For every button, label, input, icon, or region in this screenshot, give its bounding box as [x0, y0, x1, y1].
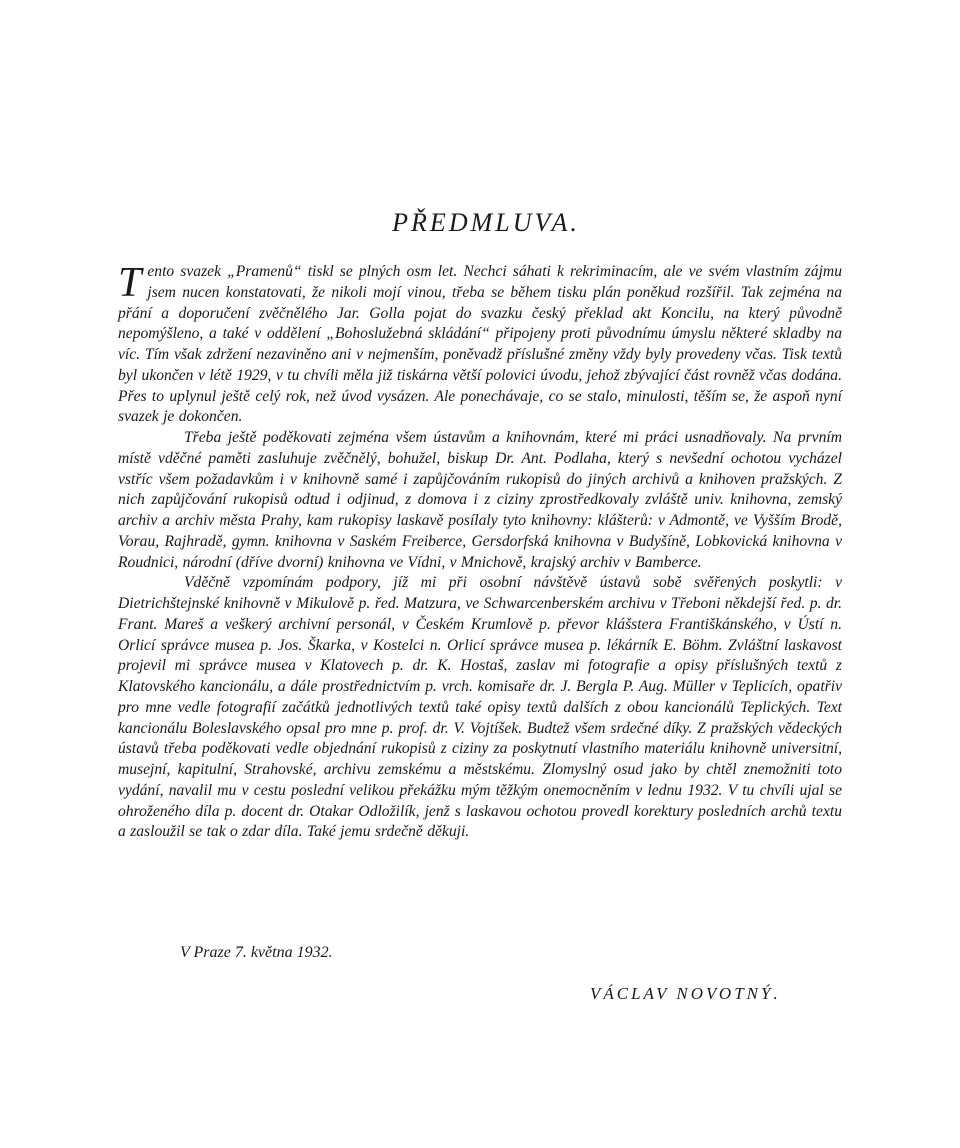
page-title: PŘEDMLUVA. — [392, 208, 580, 237]
author-signature: VÁCLAV NOVOTNÝ. — [590, 984, 781, 1003]
drop-cap: T — [118, 260, 142, 306]
paragraph-1 — [118, 262, 842, 428]
preface-body — [118, 262, 842, 843]
paragraph-1-text: ento svazek „Pramenů“ tiskl se plných osm let. Nechci sáhati k rekriminacím, ale ve svém vlastním zájmu jsem nucen konstatovati, že nikoli mojí vinou, třeba se během tisku plán poněkud rozšířil. Tak zejména na přání a doporučení zvěčnělého Jar. Golla pojat do svazku český překlad akt Koncilu, na který původně nepomýšleno, a také v oddělení „Bohoslužebná skládání“ připojeny proti původnímu úmyslu některé skladby na víc. Tím však zdržení nezaviněno ani v nejmenším, poněvadž příslušné změny vždy byly provedeny včas. Tisk textů byl ukončen v létě 1929, v tu chvíli měla již tiskárna větší polovici úvodu, jehož zbývající část rovněž včas dodána. Přes to uplynul ještě celý rok, než úvod vysázen. Ale ponechávaje, co se stalo, minulosti, těším se, že aspoň nyní svazek je dokončen. — [118, 263, 842, 426]
paragraph-2: Třeba ještě poděkovati zejména všem ústavům a knihovnám, které mi práci usnadňovaly. Na prvním místě vděčné paměti zasluhuje zvěčnělý, bohužel, biskup Dr. Ant. Podlaha, který s nevšední ochotou vycházel vstříc všem požadavkům i v knihovně samé i zapůjčováním rukopisů do jiných archivů a knihoven pražských. Z nich zapůjčování rukopisů odtud i odjinud, z domova i z ciziny zprostředkovaly zvláště univ. knihovna, zemský archiv a archiv města Prahy, kam rukopisy laskavě posílaly tyto knihovny: klášterů: v Admontě, ve Vyšším Brodě, Vorau, Rajhradě, gymn. knihovna v Saském Freiberce, Gersdorfská knihovna v Budyšíně, Lobkovická knihovna v Roudnici, národní (dříve dvorní) knihovna ve Vídni, v Mnichově, krajský archiv v Bamberce. — [118, 429, 842, 571]
dateline: V Praze 7. května 1932. — [180, 944, 333, 961]
paragraph-3: Vděčně vzpomínám podpory, jíž mi při osobní návštěvě ústavů sobě svěřených poskytli: v Dietrichštejnské knihovně v Mikulově p. řed. Matzura, ve Schwarcenberském archivu v Třeboni někdejší řed. p. dr. Frant. Mareš a veškerý archivní personál, v Českém Krumlově p. převor klášstera Františkánského, v Ústí n. Orlicí správce musea p. Jos. Škarka, v Kostelci n. Orlicí správce musea p. lékárník E. Böhm. Zvláštní laskavost projevil mi správce musea v Klatovech p. dr. K. Hostaš, zaslav mi fotografie a opisy příslušných textů z Klatovského kancionálu, a dále prostřednictvím p. vrch. komisaře dr. J. Bergla P. Aug. Müller v Teplicích, opatřiv pro mne vedle fotografií začátků jednotlivých textů také opisy textů dalších z obou kancionálů Teplických. Text kancionálu Boleslavského opsal pro mne p. prof. dr. V. Vojtíšek. Budtež všem srdečné díky. Z pražských vědeckých ústavů třeba poděkovati vedle objednání rukopisů z ciziny za poskytnutí vlastního materiálu knihovně universitní, musejní, kapitulní, Strahovské, archivu zemskému a městskému. Zlomyslný osud jako by chtěl znemožniti toto vydání, navalil mu v cestu poslední velikou překážku mým těžkým onemocněním v lednu 1932. V tu chvíli ujal se ohroženého díla p. docent dr. Otakar Odložilík, jenž s laskavou ochotou provedl korektury posledních archů textu a zasloužil se tak o zdar díla. Také jemu srdečně děkuji. — [118, 574, 842, 841]
